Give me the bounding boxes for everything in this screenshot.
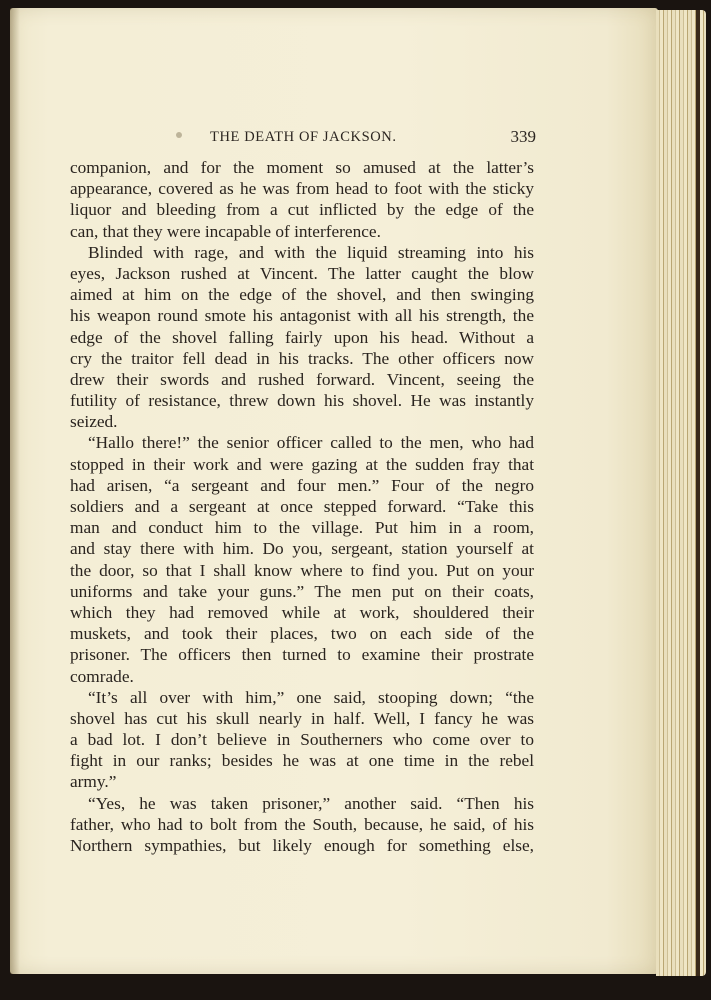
text-line: “Hallo there!” the senior officer called to the men, who had	[88, 433, 534, 453]
body-text	[70, 157, 534, 856]
text-line: liquor and bleeding from a cut inflicted by the edge of the	[70, 200, 534, 220]
text-line: appearance, covered as he was from head to foot with the sticky	[70, 179, 534, 199]
text-line: “It’s all over with him,” one said, stooping down; “the	[88, 687, 534, 707]
text-line: which they had removed while at work, shouldered their	[70, 602, 534, 622]
text-line: fight in our ranks; besides he was at one time in the rebel	[70, 751, 534, 771]
text-line: futility of resistance, threw down his shovel. He was instantly	[70, 391, 534, 411]
text-line: eyes, Jackson rushed at Vincent. The latter caught the blow	[70, 263, 534, 283]
text-line: shovel has cut his skull nearly in half. Well, I fancy he was	[70, 708, 534, 728]
text-line: stopped in their work and were gazing at the sudden fray that	[70, 454, 534, 474]
text-line: prisoner. The officers then turned to examine their prostrate	[70, 645, 534, 665]
text-line: can, that they were incapable of interference.	[70, 221, 381, 241]
text-line: army.”	[70, 772, 117, 792]
text-line: muskets, and took their places, two on each side of the	[70, 624, 534, 644]
text-line: a bad lot. I don’t believe in Southerners who come over to	[70, 730, 534, 750]
running-title: THE DEATH OF JACKSON.	[210, 129, 397, 145]
text-line: edge of the shovel falling fairly upon his head. Without a	[70, 327, 534, 347]
text-line: the door, so that I shall know where to find you. Put on your	[70, 560, 534, 580]
text-line: soldiers and a sergeant at once stepped forward. “Take this	[70, 497, 534, 516]
text-line: comrade.	[70, 666, 134, 686]
text-line: seized.	[70, 412, 118, 432]
text-line: his weapon round smote his antagonist with all his strength, the	[70, 306, 534, 326]
page-edges	[656, 10, 706, 976]
text-line: and stay there with him. Do you, sergeant, station yourself at	[70, 539, 534, 559]
text-line: uniforms and take your guns.” The men put on their coats,	[70, 581, 534, 601]
running-header	[70, 128, 536, 150]
text-line: “Yes, he was taken prisoner,” another said. “Then his	[88, 793, 534, 813]
text-line: Northern sympathies, but likely enough for something else,	[70, 836, 534, 855]
text-line: companion, and for the moment so amused at the latter’s	[70, 158, 534, 177]
page-number: 339	[510, 127, 536, 146]
text-line: cry the traitor fell dead in his tracks. The other officers now	[70, 348, 534, 368]
text-line: father, who had to bolt from the South, because, he said, of his	[70, 814, 534, 834]
text-line: aimed at him on the edge of the shovel, and then swinging	[70, 285, 534, 305]
text-line: had arisen, “a sergeant and four men.” Four of the negro	[70, 475, 534, 495]
spine-shadow	[10, 8, 20, 974]
text-line: Blinded with rage, and with the liquid streaming into his	[88, 242, 534, 262]
text-line: drew their swords and rushed forward. Vincent, seeing the	[70, 369, 534, 389]
text-line: man and conduct him to the village. Put him in a room,	[70, 518, 534, 538]
